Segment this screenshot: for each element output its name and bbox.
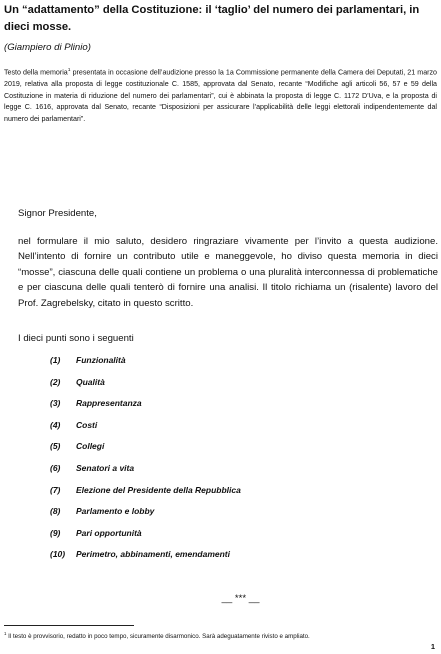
footnote-rule bbox=[4, 625, 134, 626]
list-intro: I dieci punti sono i seguenti bbox=[18, 333, 134, 344]
list-item bbox=[0, 355, 441, 377]
list-item-label: Rappresentanza bbox=[76, 398, 142, 409]
list-item-number: (6) bbox=[50, 462, 61, 473]
list-item bbox=[0, 528, 441, 550]
list-item bbox=[0, 506, 441, 528]
section-separator: __ *** __ bbox=[221, 593, 260, 604]
list-item-label: Qualità bbox=[76, 376, 105, 387]
list-item-number: (8) bbox=[50, 506, 61, 517]
list-item bbox=[0, 398, 441, 420]
list-item-number: (5) bbox=[50, 441, 61, 452]
list-item-label: Perimetro, abbinamenti, emendamenti bbox=[76, 549, 230, 560]
footnote-reference: 1 bbox=[67, 68, 71, 73]
list-item-label: Collegi bbox=[76, 441, 105, 452]
footnote-text: Il testo è provvisorio, redatto in poco tempo, sicuramente disarmonico. Sarà adeguatamente rivisto e ampliato. bbox=[6, 633, 310, 641]
list-item bbox=[0, 420, 441, 442]
intro-text-rest: presentata in occasione dell’audizione presso la 1a Commissione permanente della Camera dei Deputati, 21 marzo 2019, relativa alla proposta di legge costituzionale C. 1585, approvata dal Senato, recante “Modifiche agli articoli 56, 57 e 59 della Costituzione in materia di riduzione del numero dei parlamentari”, cui è abbinata la proposta di legge C. 1172 D’Uva, e la proposta di legge C. 1616, approvata dal Senato, recante “Disposizioni per assicurare l’applicabilità delle leggi elettorali indipendentemente dal numero dei parlamentari”. bbox=[4, 68, 437, 123]
footnote bbox=[4, 631, 310, 640]
list-item-number: (10) bbox=[50, 549, 66, 560]
list-item bbox=[0, 485, 441, 507]
list-item-number: (1) bbox=[50, 355, 61, 365]
list-item bbox=[0, 463, 441, 485]
list-item bbox=[0, 549, 441, 571]
list-item-number: (7) bbox=[50, 484, 61, 495]
body-paragraph: nel formulare il mio saluto, desidero ringraziare vivamente per l’invito a questa audizione. Nell’intento di fornire un contributo utile e maneggevole, ho diviso questa memoria in dieci “mosse”, ciascuna delle quali contiene un problema o una pluralità interconnessa di problematiche e per ciascuna delle quali tenterò di fornire una analisi. Il titolo richiama un (risalente) lavoro del Prof. Zagrebelsky, citato in questo scritto. bbox=[18, 236, 438, 309]
list-item bbox=[0, 377, 441, 399]
list-item-number: (2) bbox=[50, 376, 61, 387]
salutation: Signor Presidente, bbox=[18, 208, 97, 219]
list-item-number: (3) bbox=[50, 398, 61, 409]
list-item-label: Elezione del Presidente della Repubblica bbox=[76, 484, 241, 495]
points-list bbox=[0, 355, 441, 571]
document-title: Un “adattamento” della Costituzione: il ‘taglio’ del numero dei parlamentari, in dieci mosse. bbox=[4, 4, 420, 33]
page-number: 1 bbox=[430, 642, 435, 651]
list-item-label: Senatori a vita bbox=[76, 462, 135, 473]
list-item-number: (4) bbox=[50, 419, 61, 430]
author-line: (Giampiero di Plinio) bbox=[4, 42, 91, 53]
list-item bbox=[0, 441, 441, 463]
list-item-number: (9) bbox=[50, 527, 61, 538]
list-item-label: Pari opportunità bbox=[76, 527, 142, 538]
list-item-label: Costi bbox=[76, 419, 98, 430]
list-item-label: Funzionalità bbox=[76, 355, 126, 365]
footnote-marker: 1 bbox=[4, 631, 7, 636]
list-item-label: Parlamento e lobby bbox=[76, 506, 155, 517]
intro-text-start: Testo della memoria bbox=[4, 68, 68, 77]
intro-paragraph bbox=[4, 65, 437, 125]
